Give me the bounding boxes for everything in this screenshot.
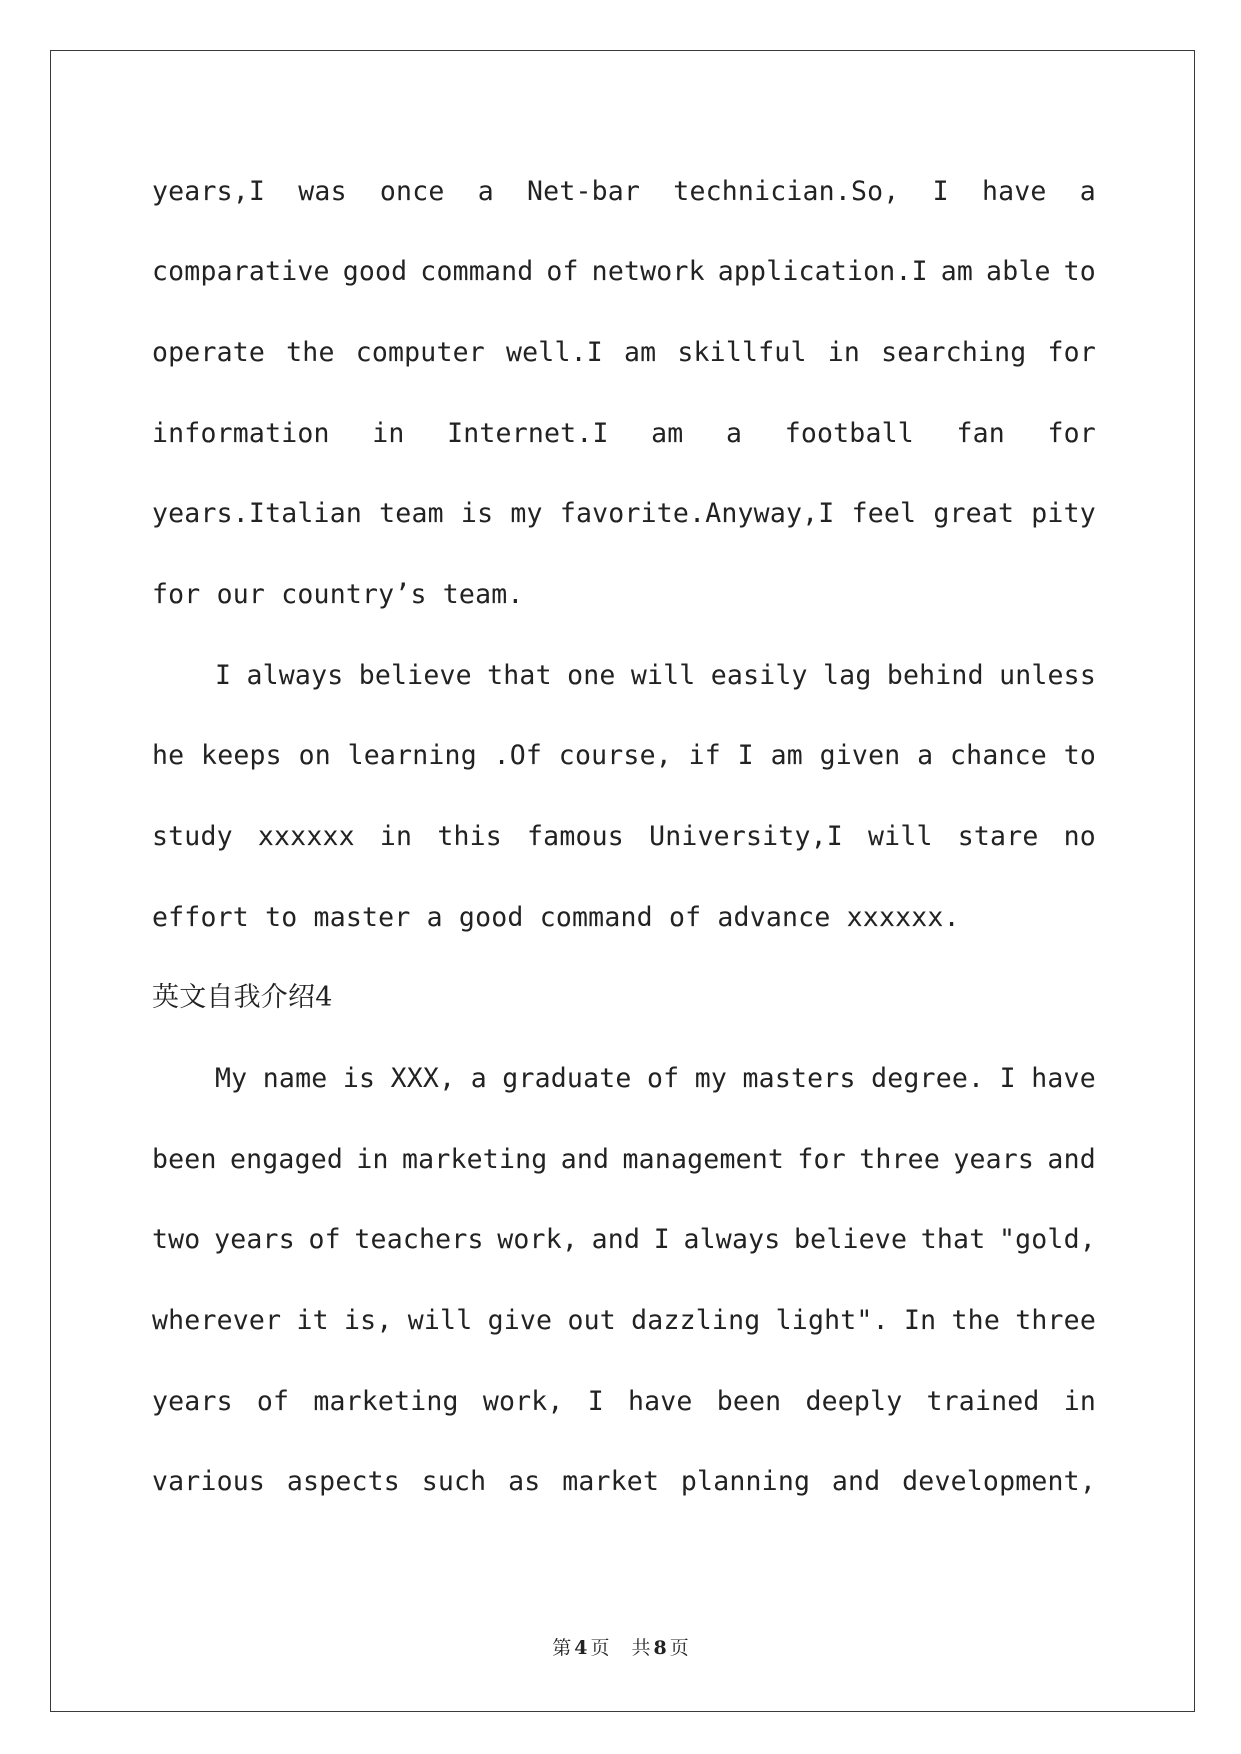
word: and bbox=[591, 1224, 641, 1255]
word: development, bbox=[902, 1466, 1096, 1497]
word: wherever bbox=[152, 1305, 282, 1336]
text-line: for our country’s team. bbox=[152, 579, 524, 610]
word: well.I bbox=[506, 337, 603, 368]
text-line bbox=[152, 1304, 1096, 1338]
word: engaged bbox=[229, 1144, 344, 1175]
word: in bbox=[372, 418, 405, 449]
word: am bbox=[940, 256, 974, 287]
word: "gold, bbox=[998, 1224, 1096, 1255]
word: degree. bbox=[871, 1063, 985, 1094]
word: xxxxxx bbox=[257, 821, 355, 852]
word: have bbox=[1031, 1063, 1096, 1094]
word: in bbox=[1063, 1386, 1096, 1417]
word: a bbox=[726, 418, 743, 449]
word: favorite.Anyway,I bbox=[559, 498, 835, 529]
word: a bbox=[917, 740, 934, 771]
text-line bbox=[215, 1062, 1096, 1096]
word: and bbox=[1047, 1144, 1096, 1175]
word: been bbox=[716, 1386, 782, 1417]
word: it bbox=[296, 1305, 329, 1336]
word: deeply bbox=[805, 1386, 903, 1417]
word: three bbox=[1015, 1305, 1096, 1336]
word: he bbox=[152, 740, 185, 771]
word: a bbox=[1079, 176, 1096, 207]
word: on bbox=[298, 740, 331, 771]
word: am bbox=[624, 337, 657, 368]
word: and bbox=[560, 1144, 610, 1175]
word: the bbox=[951, 1305, 1000, 1336]
word: technician.So, bbox=[673, 176, 900, 207]
text-line bbox=[152, 1223, 1096, 1257]
word: in bbox=[827, 337, 860, 368]
word: such bbox=[421, 1466, 487, 1497]
word: team bbox=[379, 498, 444, 529]
word: marketing bbox=[313, 1386, 459, 1417]
word: years bbox=[953, 1144, 1035, 1175]
word: that bbox=[487, 660, 552, 691]
word: dazzling bbox=[631, 1305, 761, 1336]
word: XXX, bbox=[390, 1063, 456, 1094]
word: unless bbox=[999, 660, 1096, 691]
word: given bbox=[819, 740, 901, 771]
word: fan bbox=[956, 418, 1005, 449]
word: marketing bbox=[402, 1144, 548, 1175]
word: I bbox=[737, 740, 754, 771]
word: am bbox=[770, 740, 803, 771]
word: for bbox=[797, 1144, 846, 1175]
page-number: 4 bbox=[574, 1637, 588, 1659]
word: planning bbox=[680, 1466, 811, 1497]
word: teachers bbox=[354, 1224, 484, 1255]
word: to bbox=[1063, 740, 1096, 771]
footer-page-suffix: 页 bbox=[590, 1637, 610, 1659]
word: a bbox=[470, 1063, 487, 1094]
word: computer bbox=[355, 337, 485, 368]
footer-prefix: 第 bbox=[552, 1637, 572, 1659]
word: masters bbox=[742, 1063, 856, 1094]
word: two bbox=[152, 1224, 201, 1255]
text-line bbox=[152, 1465, 1096, 1499]
word: chance bbox=[950, 740, 1047, 771]
word: pity bbox=[1031, 498, 1096, 529]
word: information bbox=[152, 418, 330, 449]
page-footer bbox=[0, 1633, 1241, 1660]
word: study bbox=[152, 821, 233, 852]
word: will bbox=[868, 821, 933, 852]
word: I bbox=[999, 1063, 1016, 1094]
word: is bbox=[460, 498, 494, 529]
word: is, bbox=[344, 1305, 393, 1336]
word: work, bbox=[482, 1386, 564, 1417]
word: .Of bbox=[493, 740, 543, 771]
word: trained bbox=[926, 1386, 1040, 1417]
word: I bbox=[215, 660, 232, 691]
text-line: effort to master a good command of advance xxxxxx. bbox=[152, 902, 960, 933]
word: University,I bbox=[649, 821, 843, 852]
word: work, bbox=[497, 1224, 579, 1255]
word: my bbox=[694, 1063, 728, 1094]
word: have bbox=[627, 1386, 693, 1417]
total-pages: 8 bbox=[653, 1637, 667, 1659]
word: will bbox=[407, 1305, 473, 1336]
word: of bbox=[647, 1063, 680, 1094]
word: I bbox=[932, 176, 949, 207]
word: one bbox=[567, 660, 616, 691]
word: always bbox=[246, 660, 344, 691]
word: of bbox=[546, 256, 579, 287]
word: in bbox=[379, 821, 413, 852]
text-line bbox=[152, 417, 1096, 451]
word: Net-bar bbox=[527, 176, 641, 207]
word: years.Italian bbox=[152, 498, 363, 529]
word: application.I bbox=[717, 256, 928, 287]
word: various bbox=[152, 1466, 266, 1497]
word: I bbox=[653, 1224, 670, 1255]
word: always bbox=[683, 1224, 781, 1255]
word: out bbox=[567, 1305, 616, 1336]
footer-total-suffix: 页 bbox=[669, 1637, 689, 1659]
text-line bbox=[152, 1143, 1096, 1177]
word: am bbox=[651, 418, 684, 449]
word: aspects bbox=[286, 1466, 400, 1497]
word: will bbox=[630, 660, 696, 691]
word: give bbox=[487, 1305, 553, 1336]
word: in bbox=[356, 1144, 389, 1175]
word: no bbox=[1063, 821, 1096, 852]
word: for bbox=[1047, 337, 1096, 368]
word: my bbox=[510, 498, 543, 529]
word: this bbox=[437, 821, 502, 852]
word: able bbox=[986, 256, 1051, 287]
word: network bbox=[591, 256, 705, 287]
footer-total-prefix: 共 bbox=[631, 1637, 651, 1659]
word: believe bbox=[794, 1224, 908, 1255]
word: behind bbox=[886, 660, 984, 691]
word: and bbox=[831, 1466, 881, 1497]
word: believe bbox=[358, 660, 472, 691]
text-line bbox=[152, 175, 1096, 209]
word: stare bbox=[957, 821, 1039, 852]
word: to bbox=[1063, 256, 1096, 287]
word: I bbox=[587, 1386, 604, 1417]
word: years bbox=[152, 1386, 233, 1417]
word: learning bbox=[347, 740, 477, 771]
text-line bbox=[152, 739, 1096, 773]
page-border bbox=[50, 50, 1195, 1712]
word: easily bbox=[710, 660, 808, 691]
word: searching bbox=[881, 337, 1027, 368]
word: My bbox=[215, 1063, 248, 1094]
word: management bbox=[622, 1144, 785, 1175]
word: been bbox=[152, 1144, 217, 1175]
word: of bbox=[256, 1386, 290, 1417]
word: operate bbox=[152, 337, 266, 368]
word: is bbox=[342, 1063, 376, 1094]
text-line bbox=[152, 336, 1096, 370]
text-line bbox=[152, 1385, 1096, 1419]
word: comparative bbox=[152, 256, 330, 287]
word: lag bbox=[823, 660, 872, 691]
word: three bbox=[859, 1144, 940, 1175]
word: years,I bbox=[152, 176, 266, 207]
word: a bbox=[477, 176, 494, 207]
word: years bbox=[214, 1224, 295, 1255]
word: football bbox=[784, 418, 914, 449]
section-heading: 英文自我介绍4 bbox=[152, 982, 333, 1013]
word: if bbox=[688, 740, 721, 771]
word: once bbox=[379, 176, 445, 207]
word: of bbox=[308, 1224, 341, 1255]
word: market bbox=[562, 1466, 660, 1497]
word: was bbox=[298, 176, 347, 207]
word: command bbox=[420, 256, 534, 287]
word: graduate bbox=[502, 1063, 632, 1094]
word: course, bbox=[558, 740, 672, 771]
text-line bbox=[152, 820, 1096, 854]
word: that bbox=[920, 1224, 986, 1255]
text-line bbox=[152, 497, 1096, 531]
word: have bbox=[981, 176, 1047, 207]
word: great bbox=[933, 498, 1015, 529]
word: Internet.I bbox=[447, 418, 609, 449]
word: skillful bbox=[677, 337, 807, 368]
word: as bbox=[508, 1466, 541, 1497]
word: light". bbox=[775, 1305, 889, 1336]
text-line bbox=[152, 255, 1096, 289]
word: the bbox=[286, 337, 335, 368]
word: good bbox=[342, 256, 408, 287]
word: for bbox=[1047, 418, 1096, 449]
word: feel bbox=[851, 498, 917, 529]
text-line bbox=[215, 659, 1096, 693]
word: In bbox=[903, 1305, 937, 1336]
word: name bbox=[262, 1063, 328, 1094]
word: keeps bbox=[201, 740, 282, 771]
word: famous bbox=[527, 821, 624, 852]
